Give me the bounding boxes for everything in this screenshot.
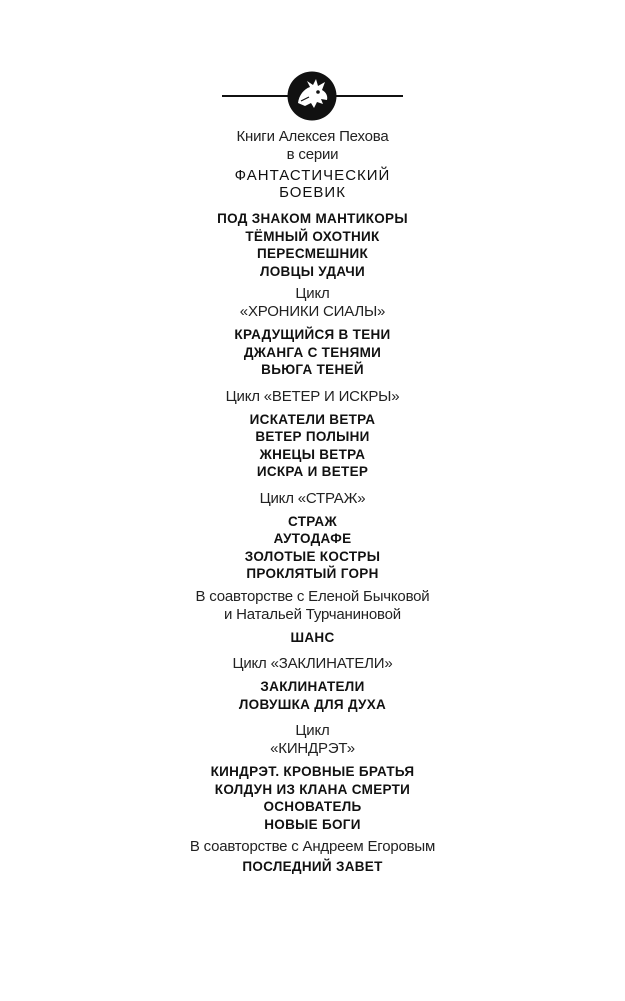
cycle-label: Цикл «ВЕТЕР И ИСКРЫ» [225, 387, 400, 405]
book-title: ВЬЮГА ТЕНЕЙ [261, 362, 364, 377]
series-name-line2: БОЕВИК [279, 184, 346, 201]
cycle-label: Цикл «СТРАЖ» [259, 489, 366, 507]
book-title: КИНДРЭТ. КРОВНЫЕ БРАТЬЯ [210, 764, 415, 779]
book-title: ИСКАТЕЛИ ВЕТРА [249, 411, 376, 427]
cycle-label: Цикл «ЗАКЛИНАТЕЛИ» [232, 655, 393, 672]
series-name-line1: ФАНТАСТИЧЕСКИЙ [234, 167, 391, 184]
book-title: ИСКРА И ВЕТЕР [256, 464, 369, 479]
cycle-label: «КИНДРЭТ» [270, 740, 355, 757]
book-title: ЖНЕЦЫ ВЕТРА [259, 446, 366, 462]
book-title: ПРОКЛЯТЫЙ ГОРН [246, 566, 379, 581]
book-title: ЛОВЦЫ УДАЧИ [259, 263, 366, 279]
book-title: ЗОЛОТЫЕ КОСТРЫ [244, 548, 381, 564]
coauthor-bychkova-turchaninova [0, 588, 625, 647]
coauthor-egorov [0, 838, 625, 876]
book-title: ЗАКЛИНАТЕЛИ [260, 679, 365, 694]
book-title: ВЕТЕР ПОЛЫНИ [255, 429, 370, 444]
book-title: ОСНОВАТЕЛЬ [263, 799, 362, 814]
book-title: ПЕРЕСМЕШНИК [256, 246, 369, 261]
book-title: АУТОДАФЕ [273, 531, 352, 546]
coauthor-label: и Натальей Турчаниновой [224, 605, 401, 623]
coauthor-label: В соавторстве с Андреем Егоровым [189, 838, 436, 855]
cycle-hroniki-siala [0, 285, 625, 379]
cycle-kindret [0, 722, 625, 833]
author-line: Книги Алексея Пехова [236, 128, 389, 145]
book-list [0, 128, 625, 876]
series-emblem [0, 64, 625, 124]
book-title: ШАНС [290, 629, 335, 645]
cycle-label: Цикл [295, 285, 330, 302]
book-title: КОЛДУН ИЗ КЛАНА СМЕРТИ [214, 781, 411, 797]
cycle-label: «ХРОНИКИ СИАЛЫ» [239, 303, 386, 320]
book-title: ЛОВУШКА ДЛЯ ДУХА [238, 696, 387, 712]
book-title: НОВЫЕ БОГИ [264, 816, 361, 832]
dragon-head-icon [287, 70, 337, 122]
left-rule [222, 95, 289, 97]
cycle-label: Цикл [295, 722, 330, 739]
coauthor-label: В соавторстве с Еленой Бычковой [195, 587, 430, 605]
cycle-zaklinateli [0, 655, 625, 713]
cycle-veter-i-iskry [0, 388, 625, 481]
book-title: ПОД ЗНАКОМ МАНТИКОРЫ [217, 211, 408, 226]
book-title: ПОСЛЕДНИЙ ЗАВЕТ [242, 859, 383, 874]
cycle-strazh [0, 490, 625, 583]
book-title: ТЁМНЫЙ ОХОТНИК [245, 228, 380, 244]
right-rule [336, 95, 403, 97]
book-title: КРАДУЩИЙСЯ В ТЕНИ [234, 327, 391, 342]
book-title: СТРАЖ [288, 513, 337, 529]
standalone-titles [0, 210, 625, 280]
book-title: ДЖАНГА С ТЕНЯМИ [243, 344, 382, 360]
series-prefix: в серии [286, 146, 339, 163]
